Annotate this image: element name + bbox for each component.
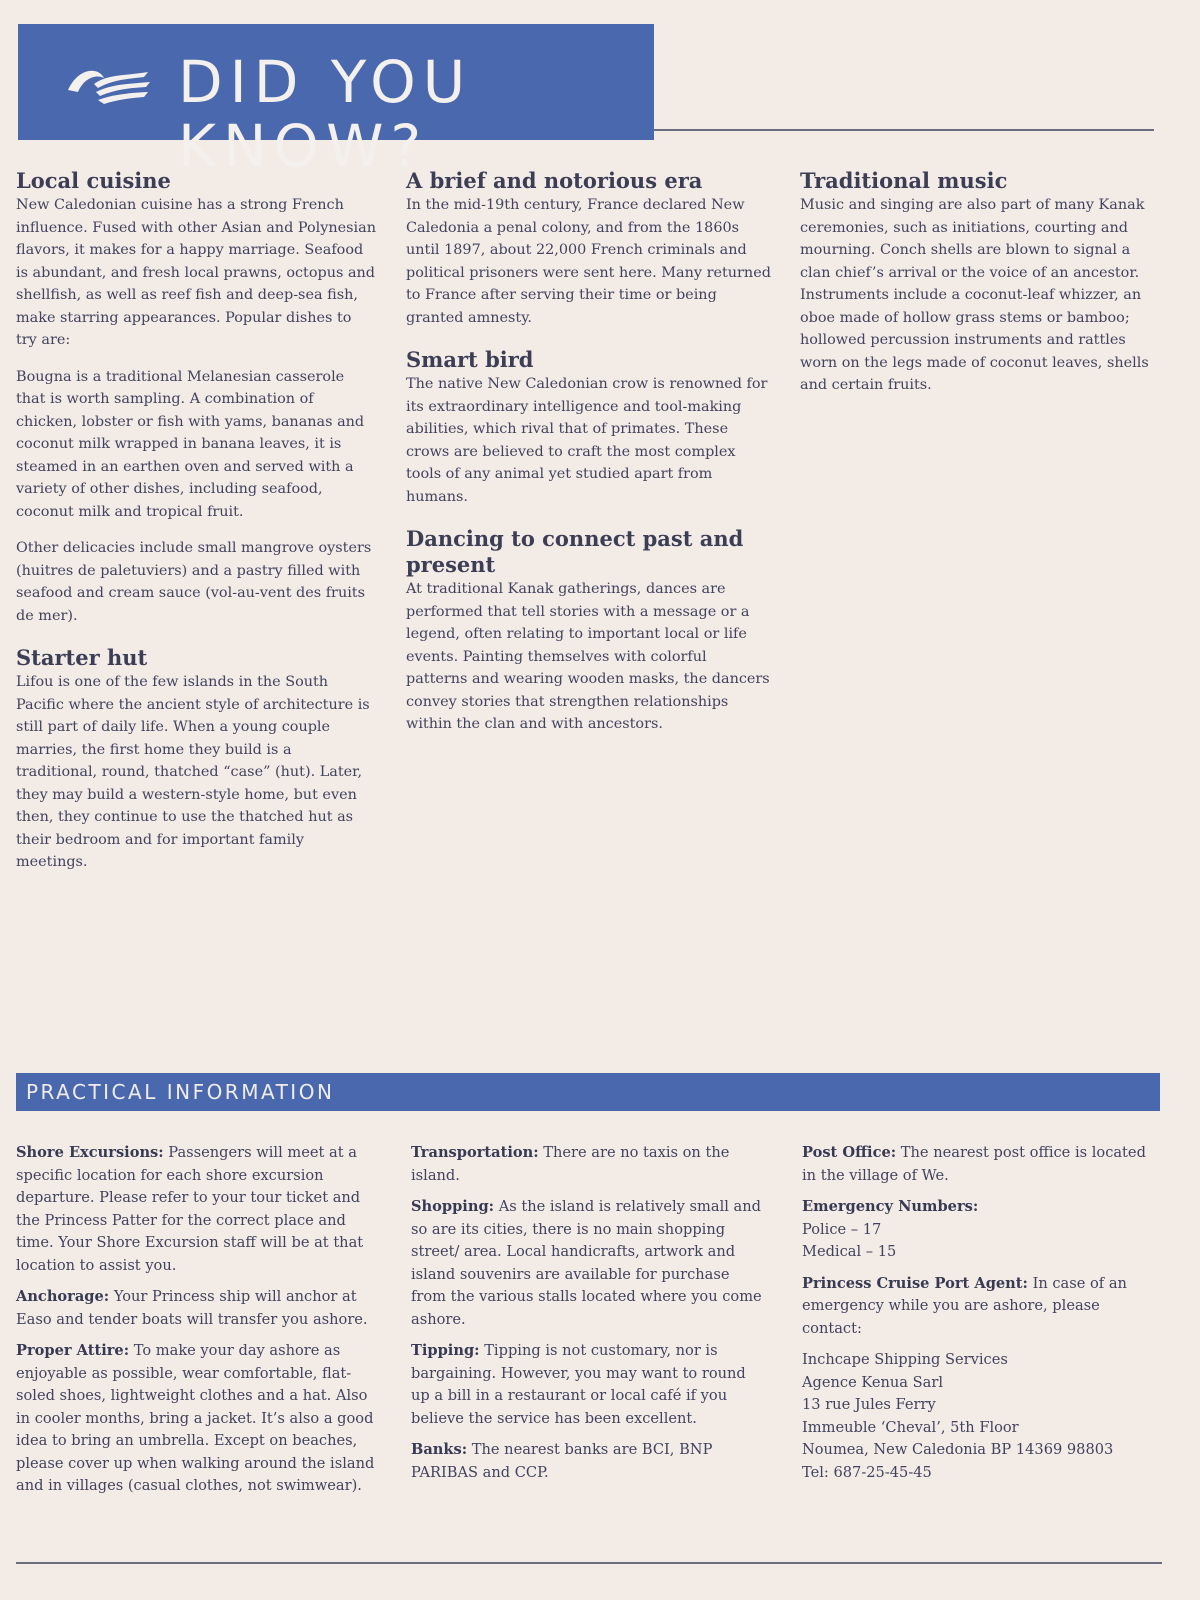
section-starter-hut xyxy=(16,645,376,874)
item-text: As the island is relatively small and so are its cities, there is no main shopping street/ area. Local handicrafts, artwork and island souvenirs are available for purchase from the various stalls located where you come ashore. xyxy=(411,1198,762,1328)
agent-address-line: Noumea, New Caledonia BP 14369 98803 xyxy=(802,1441,1114,1458)
section-heading: Dancing to connect past and present xyxy=(406,526,744,577)
section-heading: Smart bird xyxy=(406,347,534,372)
shore-excursions-item xyxy=(16,1142,378,1277)
item-label: Shopping: xyxy=(411,1198,495,1215)
practical-column-left xyxy=(16,1142,378,1507)
item-label: Shore Excursions: xyxy=(16,1144,164,1161)
shopping-item xyxy=(411,1196,769,1331)
banks-item xyxy=(411,1439,769,1484)
agent-address-line: Immeuble ‘Cheval’, 5th Floor xyxy=(802,1418,1019,1436)
item-label: Emergency Numbers: xyxy=(802,1198,979,1215)
section-paragraph: Other delicacies include small mangrove oysters (huitres de paletuviers) and a pastry filled with seafood and cream sauce (vol-au-vent des fruits de mer). xyxy=(16,540,372,624)
item-label: Tipping: xyxy=(411,1342,480,1359)
page-title: DID YOU KNOW? xyxy=(178,48,473,180)
section-paragraph: Bougna is a traditional Melanesian casserole that is worth sampling. A combination of chicken, lobster or fish with yams, bananas and coconut milk wrapped in banana leaves, it is steamed in an earthen oven and served with a variety of other dishes, including seafood, coconut milk and tropical fruit. xyxy=(16,368,365,520)
practical-information-bar xyxy=(16,1073,1160,1111)
agent-address-line: 13 rue Jules Ferry xyxy=(802,1396,936,1413)
port-agent-item xyxy=(802,1273,1162,1341)
section-local-cuisine xyxy=(16,168,376,627)
tipping-item xyxy=(411,1340,769,1430)
column-left xyxy=(16,168,376,892)
post-office-item xyxy=(802,1142,1162,1187)
item-text: To make your day ashore as enjoyable as possible, wear comfortable, flat-soled shoes, lightweight clothes and a hat. Also in cooler months, bring a jacket. It’s also a good idea to bring an umbrella. Except on beaches, please cover up when walking around the island and in villages (casual clothes, not swimwear). xyxy=(16,1342,375,1494)
section-heading: Traditional music xyxy=(800,168,1008,193)
section-paragraph: New Caledonian cuisine has a strong French influence. Fused with other Asian and Polynesian flavors, it makes for a happy marriage. Seafood is abundant, and fresh local prawns, octopus and shellfish, as well as reef fish and deep-sea fish, make starring appearances. Popular dishes to try are: xyxy=(16,197,376,348)
transportation-item xyxy=(411,1142,769,1187)
agent-address-line: Agence Kenua Sarl xyxy=(802,1373,943,1391)
section-dancing xyxy=(406,526,772,736)
agent-address-line: Inchcape Shipping Services xyxy=(802,1351,1008,1368)
police-number: Police – 17 xyxy=(802,1220,882,1238)
item-text: The nearest post office is located in the village of We. xyxy=(802,1144,1146,1184)
column-middle xyxy=(406,168,772,754)
item-label: Proper Attire: xyxy=(16,1342,130,1359)
item-label: Princess Cruise Port Agent: xyxy=(802,1274,1028,1292)
section-paragraph: Music and singing are also part of many Kanak ceremonies, such as initiations, courting and mourning. Conch shells are blown to signal a clan chief’s arrival or the voice of an ancestor. Instruments include a coconut-leaf whizzer, an oboe made of hollow grass stems or bamboo; hollowed percussion instruments and rattles worn on the legs made of coconut leaves, shells and certain fruits. xyxy=(800,197,1149,393)
section-paragraph: The native New Caledonian crow is renowned for its extraordinary intelligence and tool-making abilities, which rival that of primates. These crows are believed to craft the most complex tools of any animal yet studied apart from humans. xyxy=(406,376,768,505)
section-heading: Local cuisine xyxy=(16,168,171,193)
section-heading: A brief and notorious era xyxy=(406,168,703,193)
practical-column-middle xyxy=(411,1142,769,1493)
agent-phone: Tel: 687-25-45-45 xyxy=(802,1463,932,1481)
practical-column-right xyxy=(802,1142,1162,1493)
section-paragraph: In the mid-19th century, France declared New Caledonia a penal colony, and from the 1860s until 1897, about 22,000 French criminals and political prisoners were sent here. Many returned to France after serving their time or being granted amnesty. xyxy=(406,197,771,326)
anchorage-item xyxy=(16,1286,378,1331)
princess-wave-logo-icon xyxy=(64,60,152,104)
header-divider xyxy=(654,129,1154,131)
section-smart-bird xyxy=(406,347,772,508)
item-text: Tipping is not customary, nor is bargaining. However, you may want to round up a bill in a restaurant or local café if you believe the service has been excellent. xyxy=(411,1342,746,1427)
column-right xyxy=(800,168,1156,415)
item-label: Post Office: xyxy=(802,1144,897,1161)
proper-attire-item xyxy=(16,1340,378,1498)
footer-divider xyxy=(16,1562,1162,1564)
section-paragraph: Lifou is one of the few islands in the South Pacific where the ancient style of architecture is still part of daily life. When a young couple marries, the first home they build is a traditional, round, thatched “case” (hut). Later, they may build a western-style home, but even then, they continue to use the thatched hut as their bedroom and for important family meetings. xyxy=(16,674,370,870)
medical-number: Medical – 15 xyxy=(802,1243,897,1260)
item-label: Banks: xyxy=(411,1441,468,1458)
section-traditional-music xyxy=(800,168,1156,397)
item-text: Passengers will meet at a specific location for each shore excursion departure. Please refer to your tour ticket and the Princess Patter for the correct place and time. Your Shore Excursion staff will be at that location to assist you. xyxy=(16,1144,364,1274)
emergency-numbers-item xyxy=(802,1196,1162,1264)
section-notorious-era xyxy=(406,168,772,329)
item-text: The nearest banks are BCI, BNP PARIBAS and CCP. xyxy=(411,1441,713,1481)
practical-information-title: PRACTICAL INFORMATION xyxy=(26,1080,335,1104)
item-text: There are no taxis on the island. xyxy=(411,1144,730,1184)
item-text: Your Princess ship will anchor at Easo and tender boats will transfer you ashore. xyxy=(16,1288,368,1328)
item-label: Anchorage: xyxy=(16,1288,110,1305)
item-label: Transportation: xyxy=(411,1144,539,1161)
item-text: In case of an emergency while you are ashore, please contact: xyxy=(802,1274,1127,1337)
did-you-know-banner xyxy=(18,24,654,180)
agent-address xyxy=(802,1349,1162,1484)
section-paragraph: At traditional Kanak gatherings, dances are performed that tell stories with a message or a legend, often relating to important local or life events. Painting themselves with colorful patterns and wearing wooden masks, the dancers convey stories that strengthen relationships within the clan and with ancestors. xyxy=(406,581,770,732)
section-heading: Starter hut xyxy=(16,645,148,670)
